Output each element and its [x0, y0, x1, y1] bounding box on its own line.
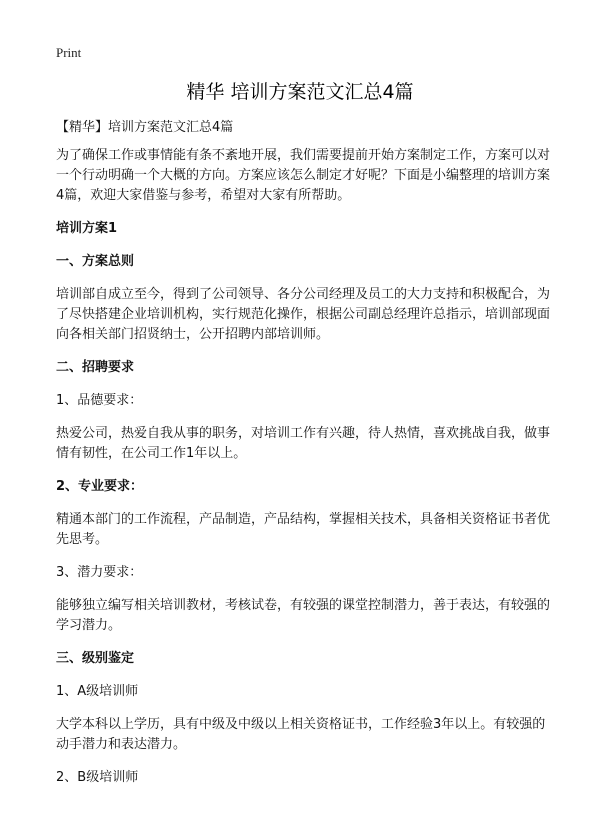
item-label-level-b: 2、B级培训师 [56, 770, 139, 785]
item-label-potential: 3、潜力要求： [56, 565, 143, 580]
section-heading-levels: 三、级别鉴定 [56, 651, 135, 666]
plan-heading: 培训方案1 [56, 221, 118, 236]
item-label-level-a: 1、A级培训师 [56, 684, 139, 699]
item-paragraph-level-a: 大学本科以上学历，具有中级及中级以上相关资格证书，工作经验3年以上。有较强的动手潜力和表达潜力。 [56, 717, 546, 752]
document-body [56, 118, 556, 801]
document-title: 精华 培训方案范文汇总4篇 [186, 81, 414, 103]
document-subtitle: 【精华】培训方案范文汇总4篇 [56, 120, 234, 135]
print-link[interactable]: Print [56, 45, 82, 60]
item-paragraph-potential: 能够独立编写相关培训教材，考核试卷，有较强的课堂控制潜力，善于表达，有较强的学习潜力。 [56, 598, 551, 633]
item-paragraph-professional: 精通本部门的工作流程，产品制造，产品结构，掌握相关技术，具备相关资格证书者优先思考。 [56, 512, 551, 547]
section-heading-general: 一、方案总则 [56, 254, 135, 269]
item-paragraph-ethics: 热爱公司，热爱自我从事的职务，对培训工作有兴趣，待人热情，喜欢挑战自我，做事情有韧性，在公司工作1年以上。 [56, 426, 551, 461]
intro-paragraph: 为了确保工作或事情能有条不紊地开展，我们需要提前开始方案制定工作，方案可以对一个行动明确一个大概的方向。方案应该怎么制定才好呢？下面是小编整理的培训方案4篇，欢迎大家借鉴与参考，希望对大家有所帮助。 [56, 148, 551, 203]
section-paragraph-general: 培训部自成立至今，得到了公司领导、各分公司经理及员工的大力支持和积极配合，为了尽快搭建企业培训机构，实行规范化操作，根据公司副总经理许总指示，培训部现面向各相关部门招贤纳士，公开招聘内部培训师。 [56, 287, 551, 342]
item-label-ethics: 1、品德要求： [56, 393, 143, 408]
section-heading-requirements: 二、招聘要求 [56, 360, 135, 375]
item-label-professional: 2、专业要求： [56, 479, 144, 494]
